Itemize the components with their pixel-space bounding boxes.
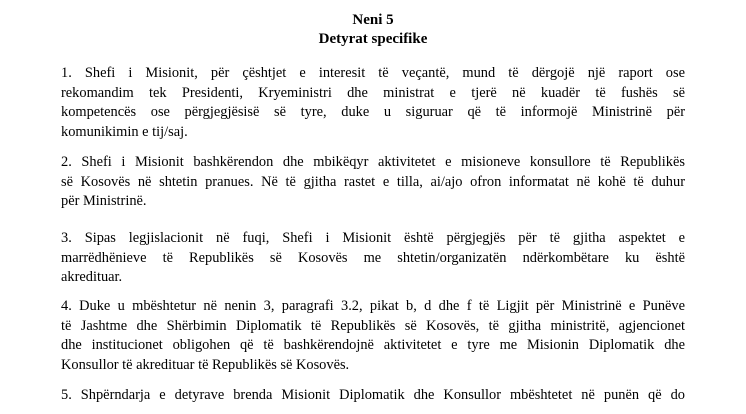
paragraph-line: marrëdhënieve të Republikës së Kosovës me shtetin/organizatën ndërkombëtare ku është: [61, 249, 685, 266]
paragraph-line: 3. Sipas legjislacionit në fuqi, Shefi i Misionit është përgjegjës për të gjitha aspektet e: [61, 230, 685, 246]
article-subtitle: Detyrat specifike: [318, 31, 428, 47]
paragraph-4: [61, 297, 685, 375]
paragraph-line: së Kosovës në shtetin pranues. Në të gjitha rastet e tilla, ai/ajo ofron informatat në kohë të duhur: [61, 173, 685, 190]
paragraph-2: [61, 153, 685, 212]
article-title: Neni 5: [352, 12, 394, 28]
paragraph-line: dhe institucionet obligohen që të bashkërendojnë aktivitetet e tyre me Misionin Diplomatik dhe: [61, 337, 685, 353]
paragraph-line: 5. Shpërndarja e detyrave brenda Misionit Diplomatik dhe Konsullor mbështetet në punën që do: [61, 387, 685, 403]
paragraph-line: Konsullor të akredituar të Republikës së Kosovës.: [61, 356, 350, 373]
paragraph-line: komunikimin e tij/saj.: [61, 123, 188, 140]
paragraph-line: për Ministrinë.: [61, 193, 147, 209]
paragraph-1: [61, 64, 685, 142]
paragraph-line: 4. Duke u mbështetur në nenin 3, paragrafi 3.2, pikat b, d dhe f të Ligjit për Ministrinë e Punëve: [61, 298, 685, 314]
paragraph-line: 2. Shefi i Misionit bashkërendon dhe mbikëqyr aktivitetet e misioneve konsullore të Republikës: [61, 154, 685, 170]
paragraph-line: të Jashtme dhe Shërbimin Diplomatik të Republikës së Kosovës, të gjitha ministritë, agjencionet: [61, 317, 685, 334]
paragraph-line: kompetencës ose përgjegjësisë së tyre, duke u siguruar që të informojë Ministrinë për: [61, 104, 685, 120]
paragraph-line: 1. Shefi i Misionit, për çështjet e interesit të veçantë, mund të dërgojë një raport ose: [61, 65, 685, 81]
paragraph-5: [61, 386, 685, 406]
paragraph-line: rekomandim tek Presidenti, Kryeministri dhe ministrat e tjerë në kuadër të fushës së: [61, 84, 685, 101]
paragraph-3: [61, 229, 685, 288]
paragraph-line: akredituar.: [61, 269, 123, 285]
